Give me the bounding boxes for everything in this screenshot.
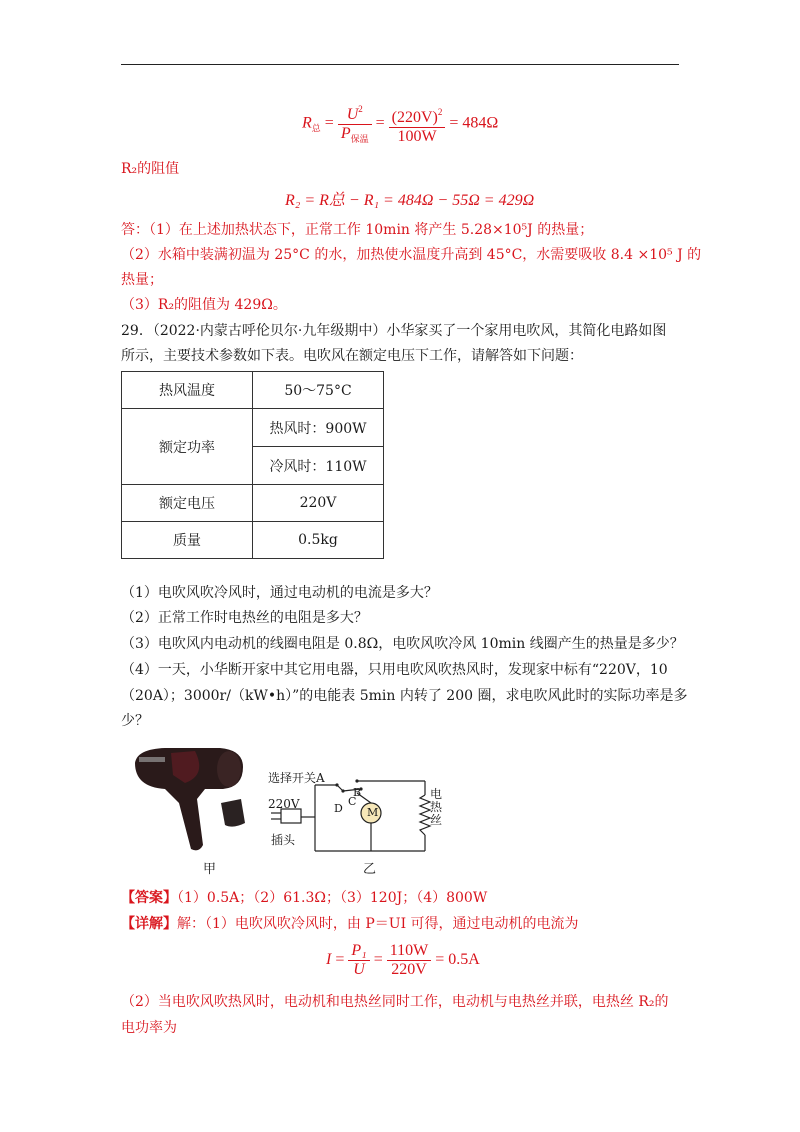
table-label-temp: 热风温度 bbox=[122, 372, 253, 409]
answer-line-2: （2）水箱中装满初温为 25°C 的水，加热使水温度升高到 45°C，水需要吸收 8.4 ×10⁵ J 的 bbox=[121, 247, 702, 263]
point-a: A bbox=[316, 771, 325, 785]
spec-table bbox=[121, 371, 384, 559]
answer-line-3: 热量； bbox=[121, 272, 163, 288]
question-2: （2）正常工作时电热丝的电阻是多大？ bbox=[121, 610, 368, 626]
table-label-voltage: 额定电压 bbox=[122, 485, 253, 522]
answer-tag: 【答案】 bbox=[121, 890, 177, 906]
question-29-line-2: 所示，主要技术参数如下表。电吹风在额定电压下工作，请解答如下问题： bbox=[121, 348, 583, 364]
point-b: B bbox=[353, 786, 362, 799]
answer-text: （1）0.5A；（2）61.3Ω；（3）120J；（4）800W bbox=[177, 890, 488, 906]
formula-r2: R₂ = R总 − R₁ = 484Ω − 55Ω = 429Ω bbox=[285, 192, 535, 209]
answer-line-4: （3）R₂的阻值为 429Ω。 bbox=[121, 297, 287, 313]
r2-label: R₂的阻值 bbox=[121, 161, 180, 177]
answer-line bbox=[121, 888, 487, 908]
detail-line bbox=[121, 914, 579, 934]
nozzle-icon bbox=[221, 799, 245, 827]
table-value-temp: 50～75°C bbox=[253, 372, 384, 409]
point-d: D bbox=[334, 802, 343, 815]
hair-dryer-figure bbox=[125, 745, 250, 860]
question-3: （3）电吹风内电动机的线圈电阻是 0.8Ω，电吹风吹冷风 10min 线圈产生的热量是多少？ bbox=[121, 636, 684, 652]
figure-label-a: 甲 bbox=[203, 862, 217, 877]
plug-label: 插头 bbox=[271, 833, 296, 847]
table-value-power-hot: 热风时：900W bbox=[253, 409, 384, 447]
detail-text: 解：（1）电吹风吹冷风时，由 P＝UI 可得，通过电动机的电流为 bbox=[177, 916, 579, 932]
motor-label: M bbox=[367, 806, 379, 819]
formula-total-resistance: $R_总$ = $\frac{U^2}{P_{保温}}$ = $\frac{(220V)^2}{100W}$ = 484Ω bbox=[302, 100, 498, 148]
table-label-mass: 质量 bbox=[122, 522, 253, 559]
tail-line-1: （2）当电吹风吹热风时，电动机和电热丝同时工作，电动机与电热丝并联，电热丝 R₂的 bbox=[121, 994, 669, 1010]
table-value-mass: 0.5kg bbox=[253, 522, 384, 559]
heater-label: 电热丝 bbox=[430, 787, 443, 827]
point-c: C bbox=[348, 795, 357, 808]
question-4-line-2: （20A）；3000r/（kW•h）”的电能表 5min 内转了 200 圈，求电吹风此时的实际功率是多 bbox=[121, 688, 688, 704]
table-label-power: 额定功率 bbox=[122, 409, 253, 485]
voltage-label: 220V bbox=[268, 797, 300, 811]
header-rule bbox=[121, 64, 679, 65]
question-4-line-3: 少？ bbox=[121, 713, 149, 729]
question-4-line-1: （4）一天，小华断开家中其它用电器，只用电吹风吹热风时，发现家中标有“220V，10 bbox=[121, 662, 668, 678]
figure-label-b: 乙 bbox=[363, 862, 377, 877]
tail-line-2: 电功率为 bbox=[121, 1020, 177, 1036]
answer-line-1: 答：（1）在上述加热状态下，正常工作 10min 将产生 5.28×10⁵J 的热量； bbox=[121, 222, 594, 238]
table-value-power-cold: 冷风时：110W bbox=[253, 447, 384, 485]
detail-tag: 【详解】 bbox=[121, 916, 177, 932]
table-value-voltage: 220V bbox=[253, 485, 384, 522]
formula-current: I = $\frac{\text{P₁}}{U}$ = $\frac{110W}{220V}$ = 0.5A bbox=[326, 942, 480, 978]
question-29-line-1: 29．（2022·内蒙古呼伦贝尔·九年级期中）小华家买了一个家用电吹风，其简化电路如图 bbox=[121, 323, 667, 339]
question-1: （1）电吹风吹冷风时，通过电动机的电流是多大？ bbox=[121, 585, 438, 601]
switch-label: 选择开关A bbox=[268, 771, 325, 785]
